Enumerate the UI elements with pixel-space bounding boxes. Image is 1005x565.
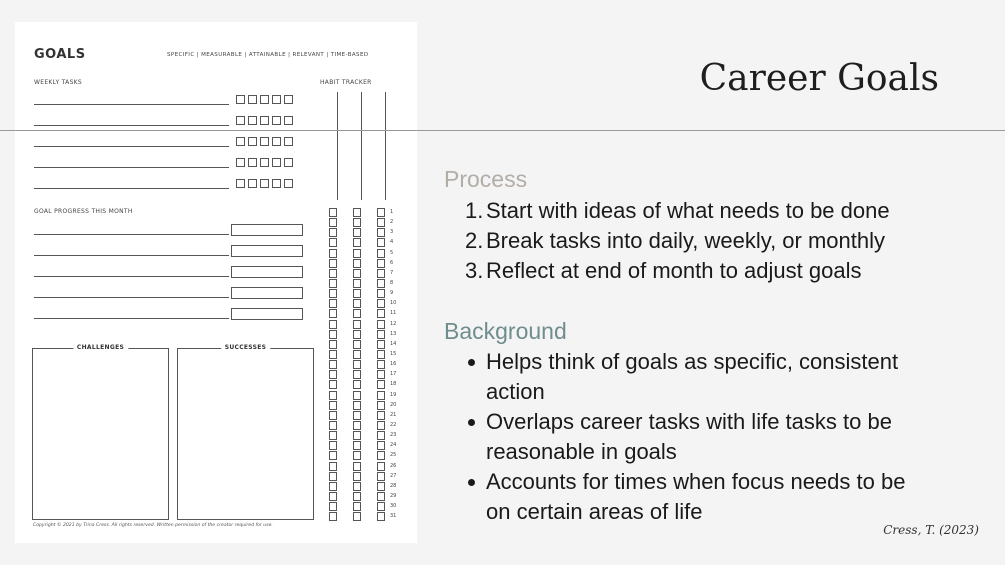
habit-checkbox: [329, 411, 337, 420]
process-item: [465, 196, 935, 226]
habit-checkbox: [353, 330, 361, 339]
checkbox: [284, 179, 293, 188]
day-numbers: [390, 208, 396, 521]
weekly-tasks-label: WEEKLY TASKS: [34, 79, 83, 86]
habit-checkbox: [377, 269, 385, 278]
habit-checkbox: [353, 492, 361, 501]
checkbox: [248, 137, 257, 146]
habit-checkbox: [353, 269, 361, 278]
habit-checkbox: [377, 249, 385, 258]
checkbox: [236, 137, 245, 146]
checkbox: [236, 116, 245, 125]
list-number: 2.: [465, 228, 484, 253]
habit-checkbox: [377, 238, 385, 247]
habit-checkbox: [329, 289, 337, 298]
habit-checkbox: [377, 492, 385, 501]
weekly-task-line: [34, 146, 229, 147]
habit-checkbox: [329, 269, 337, 278]
bullet-icon: [468, 479, 475, 486]
background-item-text: Overlaps career tasks with life tasks to be reasonable in goals: [486, 409, 892, 464]
background-item-text: Helps think of goals as specific, consistent action: [486, 349, 899, 404]
habit-checkbox: [377, 320, 385, 329]
day-number: 31: [390, 513, 397, 520]
goal-progress-box: [231, 245, 303, 257]
habit-checkbox: [377, 431, 385, 440]
checkbox: [236, 95, 245, 104]
habit-checkbox: [377, 340, 385, 349]
process-item: [465, 256, 935, 286]
day-number: 12: [390, 320, 397, 327]
habit-checkbox: [329, 431, 337, 440]
habit-column: [329, 208, 337, 521]
habit-checkbox: [329, 370, 337, 379]
checkbox: [260, 179, 269, 188]
habit-checkbox: [329, 380, 337, 389]
habit-checkbox: [353, 370, 361, 379]
habit-checkbox: [353, 340, 361, 349]
weekly-task-line: [34, 125, 229, 126]
weekly-task-checkboxes: [236, 116, 293, 125]
habit-checkbox: [377, 330, 385, 339]
habit-checkbox: [353, 320, 361, 329]
habit-checkbox: [353, 502, 361, 511]
weekly-task-checkboxes: [236, 137, 293, 146]
day-number: 19: [390, 391, 397, 398]
habit-checkbox: [353, 441, 361, 450]
day-number: 20: [390, 401, 397, 408]
habit-checkbox: [377, 411, 385, 420]
habit-checkbox: [329, 482, 337, 491]
day-number: 2: [390, 219, 394, 226]
weekly-task-checkboxes: [236, 95, 293, 104]
day-number: 3: [390, 229, 394, 236]
habit-checkbox: [353, 218, 361, 227]
habit-checkbox: [329, 238, 337, 247]
process-item: [465, 226, 935, 256]
day-number: 14: [390, 340, 397, 347]
habit-checkbox: [353, 228, 361, 237]
habit-checkbox: [377, 259, 385, 268]
habit-checkbox: [377, 228, 385, 237]
checkbox: [260, 137, 269, 146]
habit-checkbox: [329, 512, 337, 521]
slide-title: Career Goals: [699, 58, 939, 99]
day-number: 17: [390, 371, 397, 378]
day-number: 13: [390, 330, 397, 337]
day-number: 7: [390, 269, 394, 276]
challenges-panel: [32, 344, 169, 520]
habit-checkbox: [377, 451, 385, 460]
habit-checkbox: [377, 441, 385, 450]
habit-checkbox: [329, 299, 337, 308]
checkbox: [272, 158, 281, 167]
habit-column: [353, 208, 361, 521]
habit-checkbox: [353, 482, 361, 491]
habit-checkbox: [329, 320, 337, 329]
habit-checkbox: [353, 289, 361, 298]
copyright-text: Copyright © 2021 by Trina Cress. All rights reserved. Written permission of the creator required for use.: [33, 523, 273, 528]
habit-column: [377, 208, 385, 521]
day-number: 22: [390, 421, 397, 428]
day-number: 8: [390, 279, 394, 286]
checkbox: [284, 158, 293, 167]
habit-checkbox: [353, 462, 361, 471]
habit-checkbox: [353, 208, 361, 217]
habit-checkbox: [329, 249, 337, 258]
weekly-task-checkboxes: [236, 158, 293, 167]
habit-checkbox: [353, 391, 361, 400]
habit-tracker-line: [337, 92, 338, 200]
checkbox: [272, 95, 281, 104]
divider-line: [0, 130, 1005, 131]
habit-checkbox: [377, 299, 385, 308]
day-number: 30: [390, 503, 397, 510]
habit-checkbox: [329, 309, 337, 318]
habit-checkbox: [353, 472, 361, 481]
checkbox: [248, 158, 257, 167]
goal-progress-box: [231, 266, 303, 278]
goal-line: [34, 276, 229, 277]
checkbox: [236, 158, 245, 167]
citation: Cress, T. (2023): [883, 523, 979, 537]
background-item: [465, 347, 935, 407]
worksheet-title: GOALS: [34, 47, 86, 62]
habit-checkbox: [377, 360, 385, 369]
habit-checkbox: [353, 451, 361, 460]
day-number: 10: [390, 300, 397, 307]
habit-checkbox: [329, 259, 337, 268]
habit-checkbox: [377, 482, 385, 491]
habit-checkbox: [329, 492, 337, 501]
goal-progress-label: GOAL PROGRESS THIS MONTH: [34, 208, 133, 215]
habit-checkbox: [329, 360, 337, 369]
day-number: 27: [390, 472, 397, 479]
day-number: 28: [390, 482, 397, 489]
checkbox: [272, 137, 281, 146]
habit-checkbox: [353, 401, 361, 410]
habit-tracker-line: [361, 92, 362, 200]
background-list: [465, 347, 935, 527]
habit-checkbox: [377, 218, 385, 227]
process-item-text: Break tasks into daily, weekly, or monthly: [486, 228, 886, 253]
checkbox: [284, 137, 293, 146]
habit-checkbox: [353, 238, 361, 247]
process-item-text: Start with ideas of what needs to be done: [486, 198, 890, 223]
goal-line: [34, 234, 229, 235]
goal-line: [34, 318, 229, 319]
habit-checkbox: [329, 279, 337, 288]
habit-tracker-line: [385, 92, 386, 200]
habit-checkbox: [353, 512, 361, 521]
habit-checkbox: [377, 370, 385, 379]
challenges-label: CHALLENGES: [73, 344, 128, 351]
day-number: 4: [390, 239, 394, 246]
habit-checkbox: [353, 360, 361, 369]
habit-checkbox: [329, 421, 337, 430]
day-number: 11: [390, 310, 397, 317]
weekly-task-line: [34, 167, 229, 168]
successes-panel: [177, 344, 314, 520]
process-list: [465, 196, 935, 286]
goal-progress-box: [231, 287, 303, 299]
checkbox: [248, 95, 257, 104]
day-number: 25: [390, 452, 397, 459]
day-number: 26: [390, 462, 397, 469]
day-number: 1: [390, 209, 394, 215]
bullet-icon: [468, 419, 475, 426]
day-number: 23: [390, 432, 397, 439]
habit-checkbox: [329, 451, 337, 460]
habit-checkbox: [377, 421, 385, 430]
habit-checkbox: [377, 472, 385, 481]
day-number: 5: [390, 249, 394, 256]
process-item-text: Reflect at end of month to adjust goals: [486, 258, 862, 283]
habit-checkbox: [329, 502, 337, 511]
habit-checkbox: [353, 350, 361, 359]
habit-checkbox: [329, 218, 337, 227]
habit-checkbox: [353, 411, 361, 420]
habit-checkbox: [353, 259, 361, 268]
day-number: 24: [390, 442, 397, 449]
process-heading: Process: [444, 166, 528, 192]
habit-checkbox: [377, 502, 385, 511]
list-number: 1.: [465, 198, 484, 223]
checkbox: [248, 179, 257, 188]
checkbox: [272, 179, 281, 188]
goal-line: [34, 297, 229, 298]
habit-checkbox: [329, 391, 337, 400]
checkbox: [260, 95, 269, 104]
background-heading: Background: [444, 318, 567, 344]
goal-line: [34, 255, 229, 256]
habit-checkbox: [329, 401, 337, 410]
habit-checkbox: [377, 391, 385, 400]
habit-checkbox: [377, 309, 385, 318]
habit-checkbox: [353, 279, 361, 288]
habit-checkbox: [353, 380, 361, 389]
habit-checkbox: [329, 441, 337, 450]
habit-checkbox: [353, 299, 361, 308]
background-item-text: Accounts for times when focus needs to be on certain areas of life: [486, 469, 906, 524]
weekly-task-line: [34, 188, 229, 189]
checkbox: [272, 116, 281, 125]
habit-checkbox: [329, 462, 337, 471]
goal-progress-box: [231, 308, 303, 320]
successes-label: SUCCESSES: [221, 344, 271, 351]
goal-progress-box: [231, 224, 303, 236]
habit-checkbox: [329, 208, 337, 217]
weekly-task-checkboxes: [236, 179, 293, 188]
habit-checkbox: [377, 380, 385, 389]
weekly-task-line: [34, 104, 229, 105]
background-item: [465, 467, 935, 527]
bullet-icon: [468, 359, 475, 366]
habit-checkbox: [329, 228, 337, 237]
habit-checkbox: [377, 401, 385, 410]
habit-checkbox: [377, 289, 385, 298]
checkbox: [260, 158, 269, 167]
checkbox: [236, 179, 245, 188]
list-number: 3.: [465, 258, 484, 283]
checkbox: [284, 116, 293, 125]
habit-checkbox: [329, 330, 337, 339]
background-item: [465, 407, 935, 467]
habit-checkbox: [353, 249, 361, 258]
day-number: 6: [390, 259, 394, 266]
checkbox: [248, 116, 257, 125]
habit-checkbox: [329, 350, 337, 359]
habit-checkbox: [353, 421, 361, 430]
worksheet-subtitle: SPECIFIC | MEASURABLE | ATTAINABLE | RELEVANT | TIME-BASED: [167, 52, 369, 58]
day-number: 21: [390, 411, 397, 418]
day-number: 16: [390, 361, 397, 368]
day-number: 9: [390, 290, 394, 297]
day-number: 15: [390, 350, 397, 357]
checkbox: [260, 116, 269, 125]
habit-tracker-label: HABIT TRACKER: [320, 79, 372, 86]
goals-worksheet: [15, 22, 417, 543]
habit-checkbox: [377, 279, 385, 288]
habit-checkbox: [329, 472, 337, 481]
day-number: 18: [390, 381, 397, 388]
habit-checkbox: [353, 431, 361, 440]
habit-checkbox: [353, 309, 361, 318]
habit-checkbox: [377, 350, 385, 359]
habit-checkbox: [377, 512, 385, 521]
habit-checkbox: [329, 340, 337, 349]
habit-checkbox: [377, 208, 385, 217]
habit-checkbox: [377, 462, 385, 471]
checkbox: [284, 95, 293, 104]
day-number: 29: [390, 492, 397, 499]
